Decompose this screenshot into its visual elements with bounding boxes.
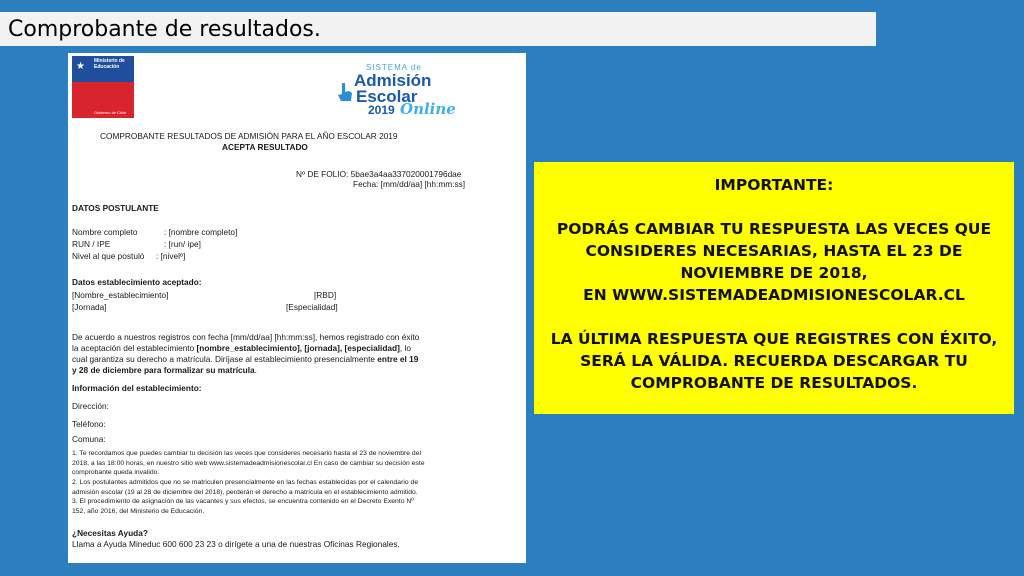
note-line: 1. Te recordamos que puedes cambiar tu decisión las veces que consideres necesario hasta el 23 de noviembre del: [72, 450, 421, 457]
telefono-label: Teléfono:: [72, 419, 106, 429]
field-label: RUN / IPE: [72, 239, 111, 249]
important-line: EN WWW.SISTEMADEADMISIONESCOLAR.CL: [583, 286, 965, 304]
paragraph-bold-text: [nombre_establecimiento], [jornada], [especialidad]: [196, 343, 400, 353]
field-value: : [nivelº]: [156, 251, 186, 261]
paragraph-bold-text: y 28 de diciembre para formalizar su matrícula: [72, 365, 255, 375]
paragraph-bold-text: entre el 19: [377, 354, 419, 364]
note-line: 3. El procedimiento de asignación de las vacantes y sus efectos, se encuentra contenido en el Decreto Exento Nº: [72, 498, 414, 505]
sae-logo-online: Online: [400, 100, 456, 118]
result-paragraph-line: De acuerdo a nuestros registros con fecha [mm/dd/aa] [hh:mm:ss], hemos registrado con éxito: [72, 332, 420, 342]
ministry-logo-footer: Gobierno de Chile: [94, 110, 127, 115]
slide-title-bar: [0, 12, 876, 46]
note-line: admisión escolar (19 al 28 de diciembre del 2018), perderán el derecho a matrícula en el establecimiento admitido.: [72, 488, 418, 496]
important-line: PODRÁS CAMBIAR TU RESPUESTA LAS VECES QUE: [556, 220, 992, 238]
comuna-label: Comuna:: [72, 434, 106, 444]
note-line: 2. Los postulantes admitidos que no se matriculen presencialmente en las fechas establecidas por el calendario de: [72, 479, 419, 486]
folio-number: Nº DE FOLIO: 5bae3a4aa337020001796dae: [296, 169, 462, 179]
document-subheading: ACEPTA RESULTADO: [222, 142, 308, 152]
datos-postulante-title: DATOS POSTULANTE: [72, 203, 159, 213]
sae-logo-admision: Admisión: [354, 71, 432, 90]
result-paragraph-line: [72, 343, 411, 354]
field-value: : [nombre completo]: [164, 227, 238, 237]
star-icon: ★: [76, 61, 85, 72]
establecimiento-title: Datos establecimiento aceptado:: [72, 277, 202, 287]
note-line: 152, año 2016, del Ministerio de Educación.: [72, 507, 205, 515]
sae-logo-sistema: SISTEMA de: [366, 63, 422, 72]
important-title: IMPORTANTE:: [714, 176, 834, 194]
important-line: NOVIEMBRE DE 2018,: [680, 264, 868, 282]
paragraph-text: .: [254, 365, 257, 375]
document-heading: COMPROBANTE RESULTADOS DE ADMISIÓN PARA EL AÑO ESCOLAR 2019: [100, 131, 398, 141]
hand-pointer-icon: [336, 81, 354, 103]
paragraph-text: cual garantiza su derecho a matrícula. Diríjase al establecimiento presencialmente: [72, 354, 378, 364]
paragraph-text: , lo: [399, 343, 411, 353]
note-line: 2018, a las 18:00 horas, en nuestro sitio web www.sistemadeadmisionescolar.cl En caso de cambiar su decisión este: [72, 459, 425, 467]
direccion-label: Dirección:: [72, 401, 109, 411]
help-text: Llama a Ayuda Mineduc 600 600 23 23 o dirígete a una de nuestras Oficinas Regionales.: [72, 539, 400, 549]
info-establecimiento-title: Información del establecimiento:: [72, 383, 202, 393]
sistema-admision-escolar-logo: [336, 63, 456, 125]
result-paragraph-line: [72, 365, 257, 376]
slide-title: Comprobante de resultados.: [8, 17, 321, 42]
field-value: : [run/ ipe]: [164, 239, 201, 249]
paragraph-text: la aceptación del establecimiento: [72, 343, 197, 353]
important-line: SERÁ LA VÁLIDA. RECUERDA DESCARGAR TU: [580, 352, 968, 370]
establecimiento-name: [Nombre_establecimiento]: [72, 290, 169, 300]
help-title: ¿Necesitas Ayuda?: [72, 528, 148, 538]
sae-logo-escolar: Escolar: [356, 87, 418, 106]
important-line: COMPROBANTE DE RESULTADOS.: [630, 374, 918, 392]
result-date: Fecha: [mm/dd/aa] [hh:mm:ss]: [353, 179, 466, 189]
important-line: CONSIDERES NECESARIAS, HASTA EL 23 DE: [585, 242, 963, 260]
ministry-logo-line1: Ministerio de: [94, 58, 125, 64]
sae-logo-year: 2019: [368, 103, 395, 117]
important-line: LA ÚLTIMA RESPUESTA QUE REGISTRES CON ÉXITO,: [550, 330, 998, 348]
ministerio-educacion-logo: [72, 56, 134, 118]
result-certificate-document: [68, 53, 526, 563]
establecimiento-especialidad: [Especialidad]: [286, 302, 338, 312]
ministry-logo-line2: Educación: [94, 64, 120, 70]
result-paragraph-line: [72, 354, 418, 365]
field-label: Nivel al que postuló: [72, 251, 145, 261]
note-line: comprobante queda invalido.: [72, 469, 160, 476]
establecimiento-jornada: [Jornada]: [72, 302, 107, 312]
establecimiento-rbd: [RBD]: [314, 290, 337, 300]
field-label: Nombre completo: [72, 227, 138, 237]
important-notice-box: [534, 162, 1014, 414]
